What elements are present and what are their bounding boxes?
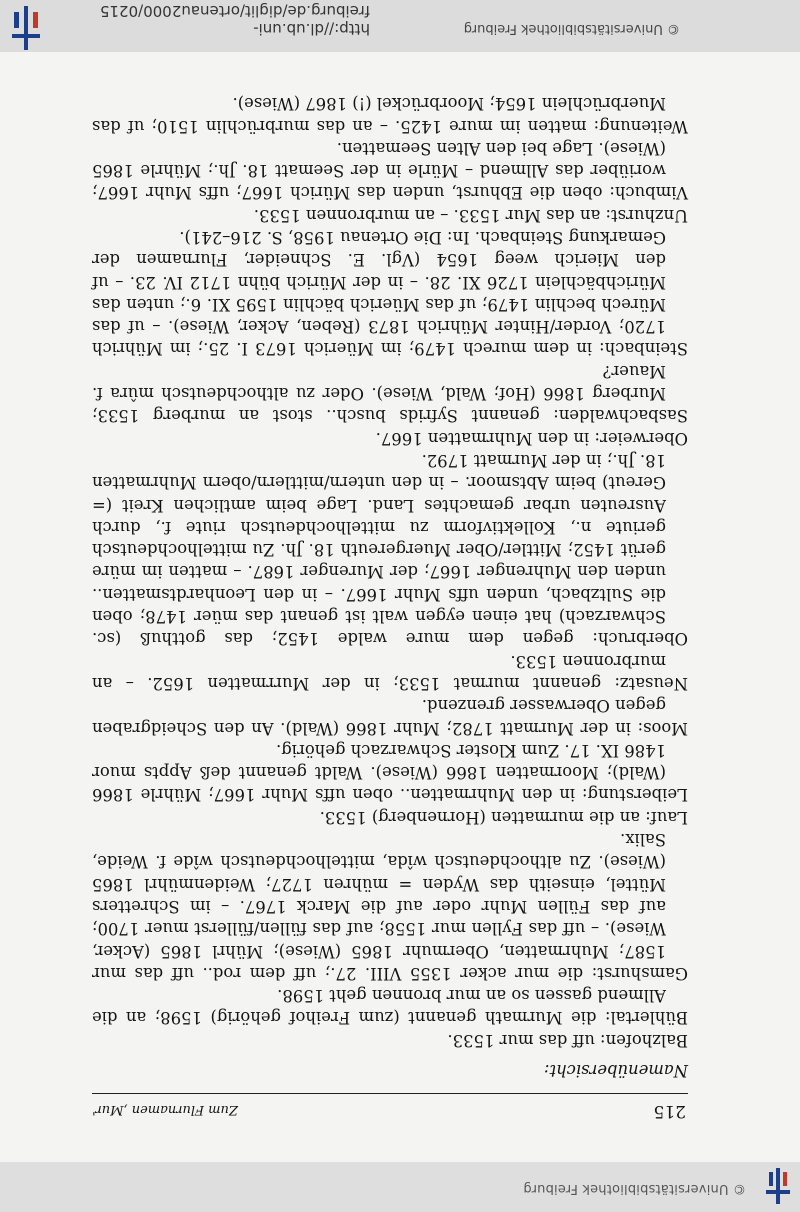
- entry-oberweier: Oberweier: in den Muhrmatten 1667.: [375, 428, 688, 448]
- top-credit: © Universitätsbibliothek Freiburg: [523, 1181, 746, 1196]
- entry-oberbruch: Oberbruch: gegen dem mure walde 1452; das gotthuß (sc. Schwarzach) hat einen eygen walt ist genant das müer 1478; oben die Sultzbach, unden uffs Muhr 1667. – in den Leonhardtsmatten.. unden den Muhrenger 1667; der Murenger 1687. – matten im müre gerüt 1452; Mittler/Ober Muergereuth 18. Jh. Zu mittelhochdeutsch geriute n., Kollektivform zu mittelhochdeutsch riute f., durch Ausreuten urbar gemachtes Land. Lage beim amtlichen Kreit (= Gereut) beim Abtsmoor. – in den untern/mittlern/obern Muhrmatten 18. Jh.; in der Murmatt 1792.: [92, 450, 688, 649]
- entry-unzhurst: Unzhurst: an das Mur 1533. – an murbronnen 1533.: [253, 205, 688, 225]
- entry-steinbach: Steinbach: in dem murech 1479; im Müerich 1673 I. 25.; im Mührich 1720; Vorder/Hinter Mührich 1873 (Reben, Acker, Wiese). – uf das Mürech bechlin 1479; uf das Müerich bächlin 1595 XI. 6.; unten das Mürichbächlein 1726 XI. 28. – in der Mürich bühn 1712 IV. 23. – uf den Mierich weeg 1654 (Vgl. E. Schneider, Flurnamen der Gemarkung Steinbach. In: Die Ortenau 1958, S. 216–241).: [92, 228, 688, 359]
- running-title: Zum Flurnamen ‚Mur': [92, 1102, 238, 1117]
- viewer-top-bar: [0, 1162, 800, 1212]
- page-number: 215: [653, 1101, 686, 1121]
- entry-balzhofen: Balzhofen: uff das mur 1533.: [447, 1030, 688, 1050]
- running-head: [92, 1096, 688, 1124]
- entry-weitenung: Weitenung: matten im mure 1425. – an das murbrüchlin 1510; uf das Muerbrüchlein 1654; Moorbrückel (!) 1867 (Wiese).: [92, 94, 688, 136]
- bottom-credit: © Universitätsbibliothek Freiburg: [463, 21, 680, 36]
- ub-freiburg-logo-icon: [758, 1168, 798, 1204]
- ub-freiburg-logo-icon: [4, 6, 48, 50]
- header-rule: [92, 1093, 688, 1094]
- entry-buehlertal: Bühlertal: die Murmath genannt (zum Freihof gehörig) 1598; an die Allmend gassen so an mur bronnen geht 1598.: [92, 986, 688, 1028]
- page-content: [92, 92, 688, 1124]
- entry-sasbachwalden: Sasbachwalden: genannt Syfrids busch.. stost an murberg 1533; Murberg 1866 (Hof; Wald, Wiese). Oder zu althochdeutsch mûra f. Mauer?: [92, 361, 688, 426]
- entry-neusatz: Neusatz: genannt murmat 1533; in der Murrmatten 1652. – an murbronnen 1533.: [92, 651, 688, 693]
- entry-vimbuch: Vimbuch: oben die Ebhurst, unden das Mürich 1667; uffs Muhr 1667; woriüber das Allmend – Mürle in der Seematt 18. Jh.; Mührle 1865 (Wiese). Lage bei den Alten Seematten.: [92, 138, 688, 203]
- entry-gamshurst: Gamshurst: die mur acker 1355 VIII. 27.; uff dem rod.. uff das mur 1587; Muhrmatten, Obermuhr 1865 (Wiese); Mührl 1865 (Acker, Wiese). – uff das Fyllen mur 1558; auf das füllen/füllerst muer 1700; auf das Füllen Muhr oder auf die Marck 1767. – im Schretters Müttel, einseith das Wyden = mühren 1727; Weidenmührl 1865 (Wiese). Zu althochdeutsch wîda, mittelhochdeutsch wîde f. Weide, Salix.: [92, 830, 688, 983]
- viewer-bottom-bar: [0, 0, 800, 52]
- entry-leiberstung: Leiberstung: in den Muhrmatten.. oben uffs Muhr 1667; Mührle 1866 (Wald); Moormatten 1866 (Wiese). Waldt genannt deß Appts muor 1486 IX. 17. Zum Kloster Schwarzach gehörig.: [92, 740, 688, 805]
- section-heading: Namenübersicht:: [544, 1061, 688, 1080]
- permalink-url[interactable]: http://dl.ub.uni-freiburg.de/diglit/ortenau2000/0215: [99, 2, 370, 38]
- entry-moos: Moos: in der Murmatt 1782; Muhr 1866 (Wald). An den Scheidgraben gegen Oberwasser grenzend.: [92, 696, 688, 738]
- entry-lauf: Lauf: an die murmatten (Hornenberg) 1533.: [319, 807, 688, 827]
